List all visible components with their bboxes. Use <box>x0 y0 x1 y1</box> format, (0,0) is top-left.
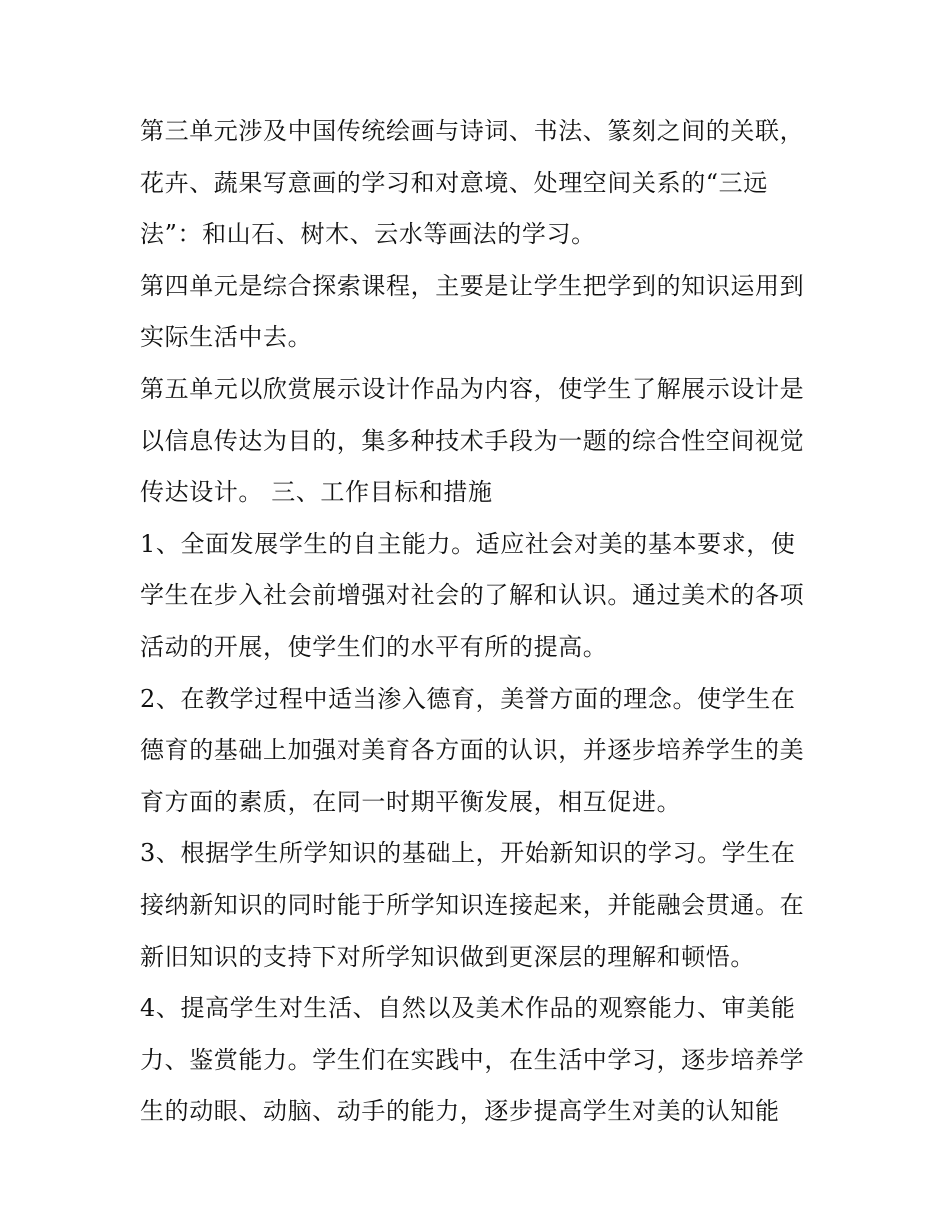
document-body <box>140 106 820 1138</box>
text-line: 力、鉴赏能力。学生们在实践中，在生活中学习，逐步培养学 <box>140 1045 805 1074</box>
text-line: 第五单元以欣赏展示设计作品为内容，使学生了解展示设计是 <box>140 374 805 403</box>
text-line: 活动的开展，使学生们的水平有所的提高。 <box>140 632 608 661</box>
text-line: 3、根据学生所学知识的基础上，开始新知识的学习。学生在 <box>140 839 796 868</box>
text-line: 2、在教学过程中适当渗入德育，美誉方面的理念。使学生在 <box>140 684 796 713</box>
text-line: 以信息传达为目的，集多种技术手段为一题的综合性空间视觉 <box>140 426 805 455</box>
text-line: 4、提高学生对生活、自然以及美术作品的观察能力、审美能 <box>140 994 796 1023</box>
text-line: 育方面的素质，在同一时期平衡发展，相互促进。 <box>140 787 682 816</box>
text-line: 法”：和山石、树木、云水等画法的学习。 <box>140 220 596 249</box>
text-line: 传达设计。 三、工作目标和措施 <box>140 478 493 507</box>
text-line: 第四单元是综合探索课程，主要是让学生把学到的知识运用到 <box>140 271 805 300</box>
text-line: 学生在步入社会前增强对社会的了解和认识。通过美术的各项 <box>140 581 805 610</box>
text-line: 接纳新知识的同时能于所学知识连接起来，并能融会贯通。在 <box>140 890 805 919</box>
text-line: 实际生活中去。 <box>140 323 313 352</box>
text-line: 德育的基础上加强对美育各方面的认识，并逐步培养学生的美 <box>140 736 805 765</box>
text-line: 花卉、蔬果写意画的学习和对意境、处理空间关系的“三远 <box>140 168 768 197</box>
text-line: 生的动眼、动脑、动手的能力，逐步提高学生对美的认知能 <box>140 1097 780 1126</box>
text-line: 新旧知识的支持下对所学知识做到更深层的理解和顿悟。 <box>140 942 755 971</box>
text-line: 1、全面发展学生的自主能力。适应社会对美的基本要求，使 <box>140 529 796 558</box>
text-line: 第三单元涉及中国传统绘画与诗词、书法、篆刻之间的关联， <box>140 117 805 145</box>
